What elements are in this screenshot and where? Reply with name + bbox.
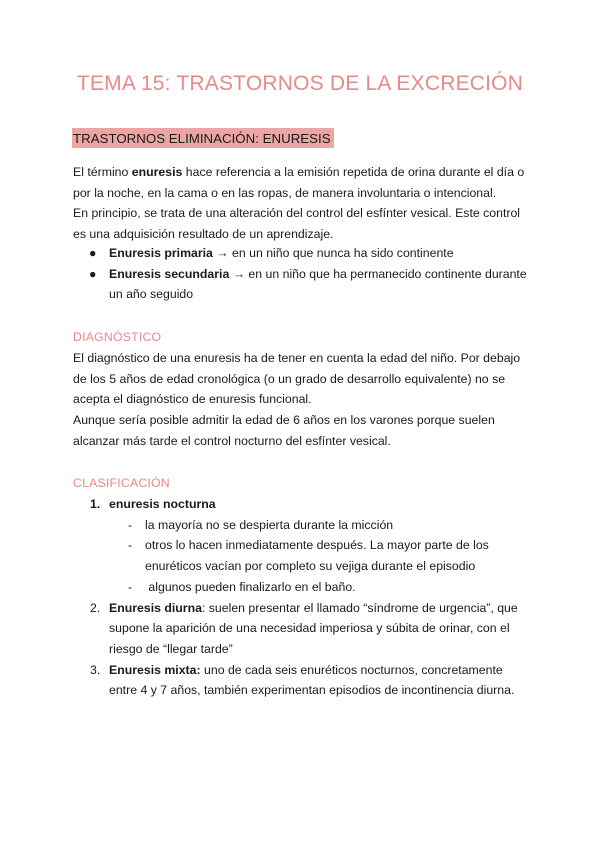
bullet-icon: ● [89, 246, 97, 260]
list-item [73, 598, 533, 660]
dash-icon: - [128, 538, 133, 553]
numbered-list-clasificacion [73, 494, 533, 701]
list-item [109, 515, 533, 536]
list-item [73, 494, 533, 598]
bold-term: enuresis [131, 165, 183, 179]
section-heading-enuresis: TRASTORNOS ELIMINACIÓN: ENURESIS [72, 128, 334, 148]
list-item [73, 660, 533, 701]
bold-term: Enuresis secundaria [109, 266, 230, 281]
list-item-text: : suelen presentar el llamado “síndrome de urgencia”, que supone la aparición de una necesidad imperiosa y súbita de orinar, con el riesgo de “llegar tarde” [109, 600, 518, 656]
list-number: 2. [90, 600, 101, 615]
paragraph-alteracion: En principio, se trata de una alteración del control del esfínter vesical. Este control es una adquisición resultado de un aprendizaje. [73, 206, 521, 241]
bold-term: Enuresis primaria [109, 246, 213, 260]
bold-term: Enuresis mixta: [109, 662, 201, 677]
dash-list [109, 515, 533, 598]
text-span: hace referencia a la emisión repetida de orina durante el día o por la noche, en la cama o en las ropas, de manera involuntaria o intencional. [73, 165, 525, 200]
list-number: 3. [90, 662, 101, 677]
list-item [109, 577, 533, 598]
list-item [73, 264, 533, 305]
dash-icon: - [128, 517, 133, 532]
section-label-clasificacion: CLASIFICACIÓN [73, 476, 170, 490]
dash-icon: - [128, 579, 133, 594]
bullet-list-tipos [73, 243, 533, 305]
bold-term: enuresis nocturna [109, 497, 216, 511]
list-item-text: otros lo hacen inmediatamente después. La mayor parte de los enuréticos vacían por completo su vejiga durante el episodio [145, 538, 489, 574]
bold-term: Enuresis diurna [109, 600, 202, 615]
section-label-diagnostico: DIAGNÓSTICO [73, 330, 162, 344]
bullet-icon: ● [89, 266, 97, 281]
list-item-text: uno de cada seis enuréticos nocturnos, concretamente entre 4 y 7 años, también experimentan episodios de incontinencia diurna. [109, 662, 515, 698]
list-number: 1. [90, 497, 101, 511]
paragraph-definition [73, 162, 533, 203]
paragraph-varones: Aunque sería posible admitir la edad de 6 años en los varones porque suelen alcanzar más tarde el control nocturno del esfínter vesical. [73, 413, 495, 448]
list-item-text: la mayoría no se despierta durante la micción [145, 517, 394, 532]
text-span: El término [73, 165, 132, 179]
paragraph-diagnostico: El diagnóstico de una enuresis ha de tener en cuenta la edad del niño. Por debajo de los 5 años de edad cronológica (o un grado de desarrollo equivalente) no se acepta el diagnóstico de enuresis funcional. [73, 351, 521, 407]
list-item [109, 535, 533, 576]
list-item [73, 243, 533, 264]
list-item-text: algunos pueden finalizarlo en el baño. [145, 579, 356, 594]
list-item-text: → en un niño que nunca ha sido continente [212, 246, 454, 260]
page-title: TEMA 15: TRASTORNOS DE LA EXCRECIÓN [76, 72, 524, 95]
list-item-text: → en un niño que ha permanecido continente durante un año seguido [109, 266, 527, 302]
